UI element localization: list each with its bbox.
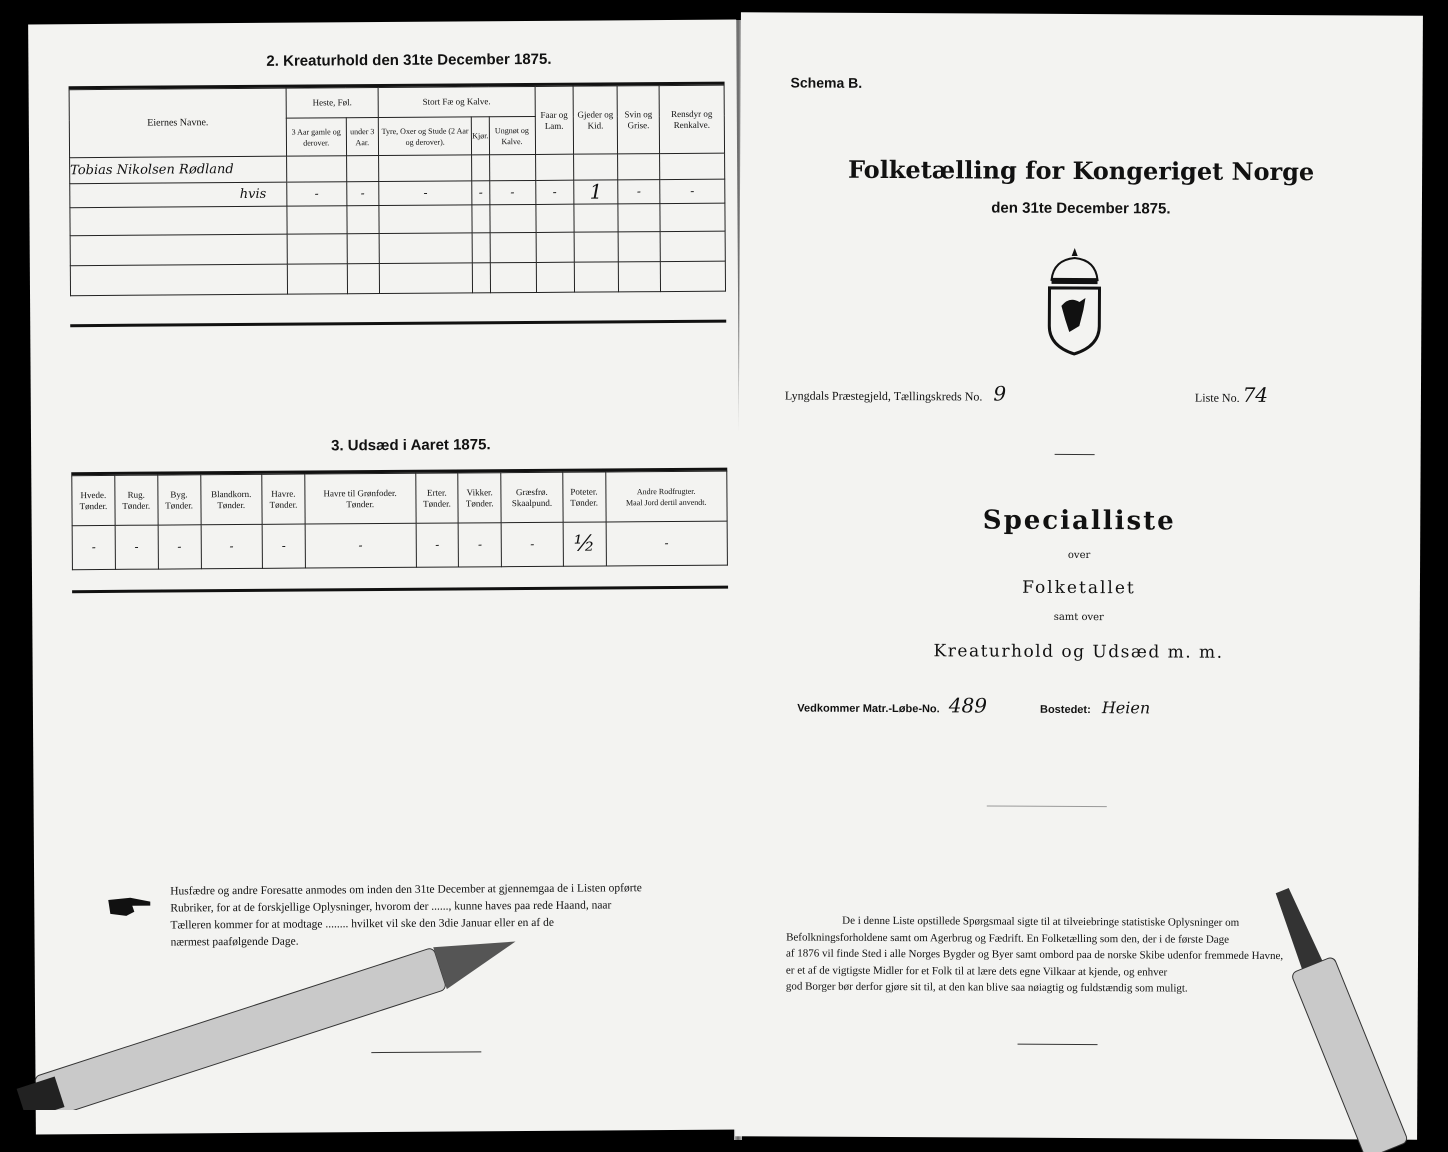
end-rule	[1018, 1044, 1098, 1045]
document-date: den 31te December 1875.	[991, 199, 1171, 218]
crop-unit: Tønder.	[346, 498, 375, 509]
schema-label: Schema B.	[790, 74, 863, 91]
crop-name: Byg.	[170, 488, 188, 500]
explanation-line: af 1876 vil finde Sted i alle Norges Bygder og Byer samt ombord paa de norske Skibe udenfor fremmede Havne,	[785, 947, 1284, 963]
value-cell: -	[379, 181, 472, 206]
value-cell: -	[287, 182, 347, 206]
list-no: 74	[1242, 382, 1269, 407]
section2-title: 2. Kreaturhold den 31te December 1875.	[266, 50, 552, 70]
special-list-title: Specialliste	[982, 505, 1176, 537]
crop-unit: Tønder.	[122, 500, 151, 511]
horse-group-header: Heste, Føl.	[286, 88, 378, 119]
parish-label: Lyngdals Præstegjeld, Tællingskreds No.	[784, 388, 983, 404]
coat-of-arms-icon	[1039, 246, 1110, 358]
seed-header	[605, 471, 727, 522]
crop-name: Græsfrø.	[515, 486, 548, 497]
explanation-line: Befolkningsforholdene samt om Agerbrug og Fædrift. En Folketælling som den, der i de første Dage	[786, 930, 1230, 946]
seed-header	[262, 474, 305, 524]
seed-value: -	[305, 523, 416, 568]
page-weight-right	[1260, 880, 1410, 1152]
seed-value: ½	[563, 522, 606, 566]
seed-value: -	[606, 521, 728, 566]
matr-line	[797, 693, 1150, 719]
value-cell: -	[535, 180, 574, 204]
crop-unit: Tønder.	[570, 497, 599, 508]
section3-title: 3. Udsæd i Aaret 1875.	[331, 436, 491, 455]
seed-header	[157, 475, 200, 525]
sheep-header: Faar og Lam.	[535, 86, 574, 154]
value-cell: -	[489, 180, 535, 204]
matr-label: Vedkommer Matr.-Løbe-No.	[797, 702, 940, 716]
notice-line: Rubriker, for at de forskjellige Oplysninger, hvorom der ......, kunne haves paa rede Haand, naar	[170, 899, 612, 915]
crop-unit: Tønder.	[269, 499, 298, 510]
seed-value: -	[201, 524, 263, 568]
goat-header: Gjeder og Kid.	[573, 86, 618, 154]
seed-header	[458, 473, 501, 523]
document-title: Folketælling for Kongeriget Norge	[847, 154, 1315, 187]
divider	[1055, 454, 1095, 455]
crop-unit: Tønder.	[217, 499, 246, 510]
crop-unit: Tønder.	[79, 500, 108, 511]
value-cell: -	[660, 179, 725, 203]
divider	[987, 806, 1107, 808]
value-cell: -	[472, 181, 489, 205]
seed-header	[72, 475, 115, 525]
seed-value: -	[501, 522, 563, 566]
rule	[70, 320, 726, 328]
seed-value: -	[262, 524, 305, 568]
list-line	[1195, 383, 1268, 407]
over-label: over	[1067, 549, 1091, 562]
pig-header: Svin og Grise.	[617, 86, 659, 154]
bosted-value: Heien	[1101, 698, 1151, 718]
livestock-seed-label: Kreaturhold og Udsæd m. m.	[933, 641, 1224, 663]
bosted-label: Bostedet:	[1040, 703, 1091, 717]
seed-value: -	[458, 523, 501, 567]
folketallet-label: Folketallet	[1022, 577, 1136, 599]
rule	[72, 586, 728, 594]
notice-line: Husfædre og andre Foresatte anmodes om inden den 31te December at gjennemgaa de i Listen opførte	[170, 882, 642, 898]
crop-name: Havre til Grønfoder.	[323, 487, 397, 498]
page-weight-left	[0, 880, 540, 1110]
crop-unit: Tønder.	[423, 498, 451, 509]
horse-3yr-header: 3 Aar gamle og derover.	[286, 118, 346, 156]
seed-header	[305, 473, 416, 524]
seed-value: -	[416, 523, 459, 567]
value-cell: -	[618, 180, 660, 204]
calf-header: Ungnøt og Kalve.	[489, 116, 535, 154]
crop-unit: Tønder.	[465, 497, 494, 508]
crop-name: Havre.	[271, 488, 296, 499]
owner-name-row1: Tobias Nikolsen Rødland	[70, 156, 287, 184]
explanation-line: De i denne Liste opstillede Spørgsmaal sigte til at tilveiebringe statistiske Oplysninger om	[842, 914, 1240, 929]
seed-header	[501, 472, 563, 522]
cow-header: Kjør.	[472, 117, 489, 155]
explanation-line: er et af de vigtigste Midler for et Folk til at lære dets egne Vilkaar at kjende, og enhver	[785, 963, 1168, 978]
crop-name: Hvede.	[80, 489, 107, 500]
parish-line	[785, 380, 1006, 405]
district-no: 9	[993, 381, 1007, 406]
list-label: Liste No.	[1194, 390, 1240, 405]
seed-value: -	[158, 525, 201, 569]
crop-name: Poteter.	[570, 486, 598, 497]
seed-value: -	[72, 525, 115, 569]
value-cell: -	[346, 182, 379, 206]
owner-name-row2: hvis	[70, 182, 287, 208]
crop-unit: Skaalpund.	[511, 497, 553, 508]
notice-line: nærmest paafølgende Dage.	[170, 935, 299, 949]
crop-name: Blandkorn.	[211, 488, 252, 499]
seed-table	[71, 471, 728, 571]
horse-under3-header: under 3 Aar.	[346, 118, 379, 156]
explanation-line: god Borger bør derfor gjøre sit til, at den kan blive saa nøiagtig og fuldstændig som muligt.	[785, 980, 1188, 995]
seed-header	[115, 475, 158, 525]
bull-header: Tyre, Oxer og Stude (2 Aar og derover).	[378, 117, 471, 156]
seed-value: -	[115, 525, 158, 569]
owner-header: Eiernes Navne.	[69, 88, 286, 158]
crop-name: Rug.	[127, 489, 145, 500]
seed-header	[415, 473, 458, 523]
samt-over-label: samt over	[1053, 611, 1104, 624]
livestock-table	[69, 85, 726, 297]
value-cell: 1	[574, 180, 618, 204]
seed-header	[562, 472, 605, 522]
matr-no: 489	[948, 693, 988, 718]
crop-unit: Maal Jord dertil anvendt.	[625, 497, 707, 507]
seed-header	[200, 474, 262, 524]
notice-line: Tælleren kommer for at modtage ........ hvilket vil ske den 3die Januar eller en af de	[170, 916, 554, 932]
crop-name: Erter.	[426, 487, 447, 498]
crop-unit: Tønder.	[165, 499, 194, 511]
reindeer-header: Rensdyr og Renkalve.	[659, 85, 724, 153]
crop-name: Andre Rodfrugter.	[636, 486, 696, 496]
cattle-group-header: Stort Fæ og Kalve.	[378, 86, 535, 117]
crop-name: Vikker.	[466, 486, 493, 497]
